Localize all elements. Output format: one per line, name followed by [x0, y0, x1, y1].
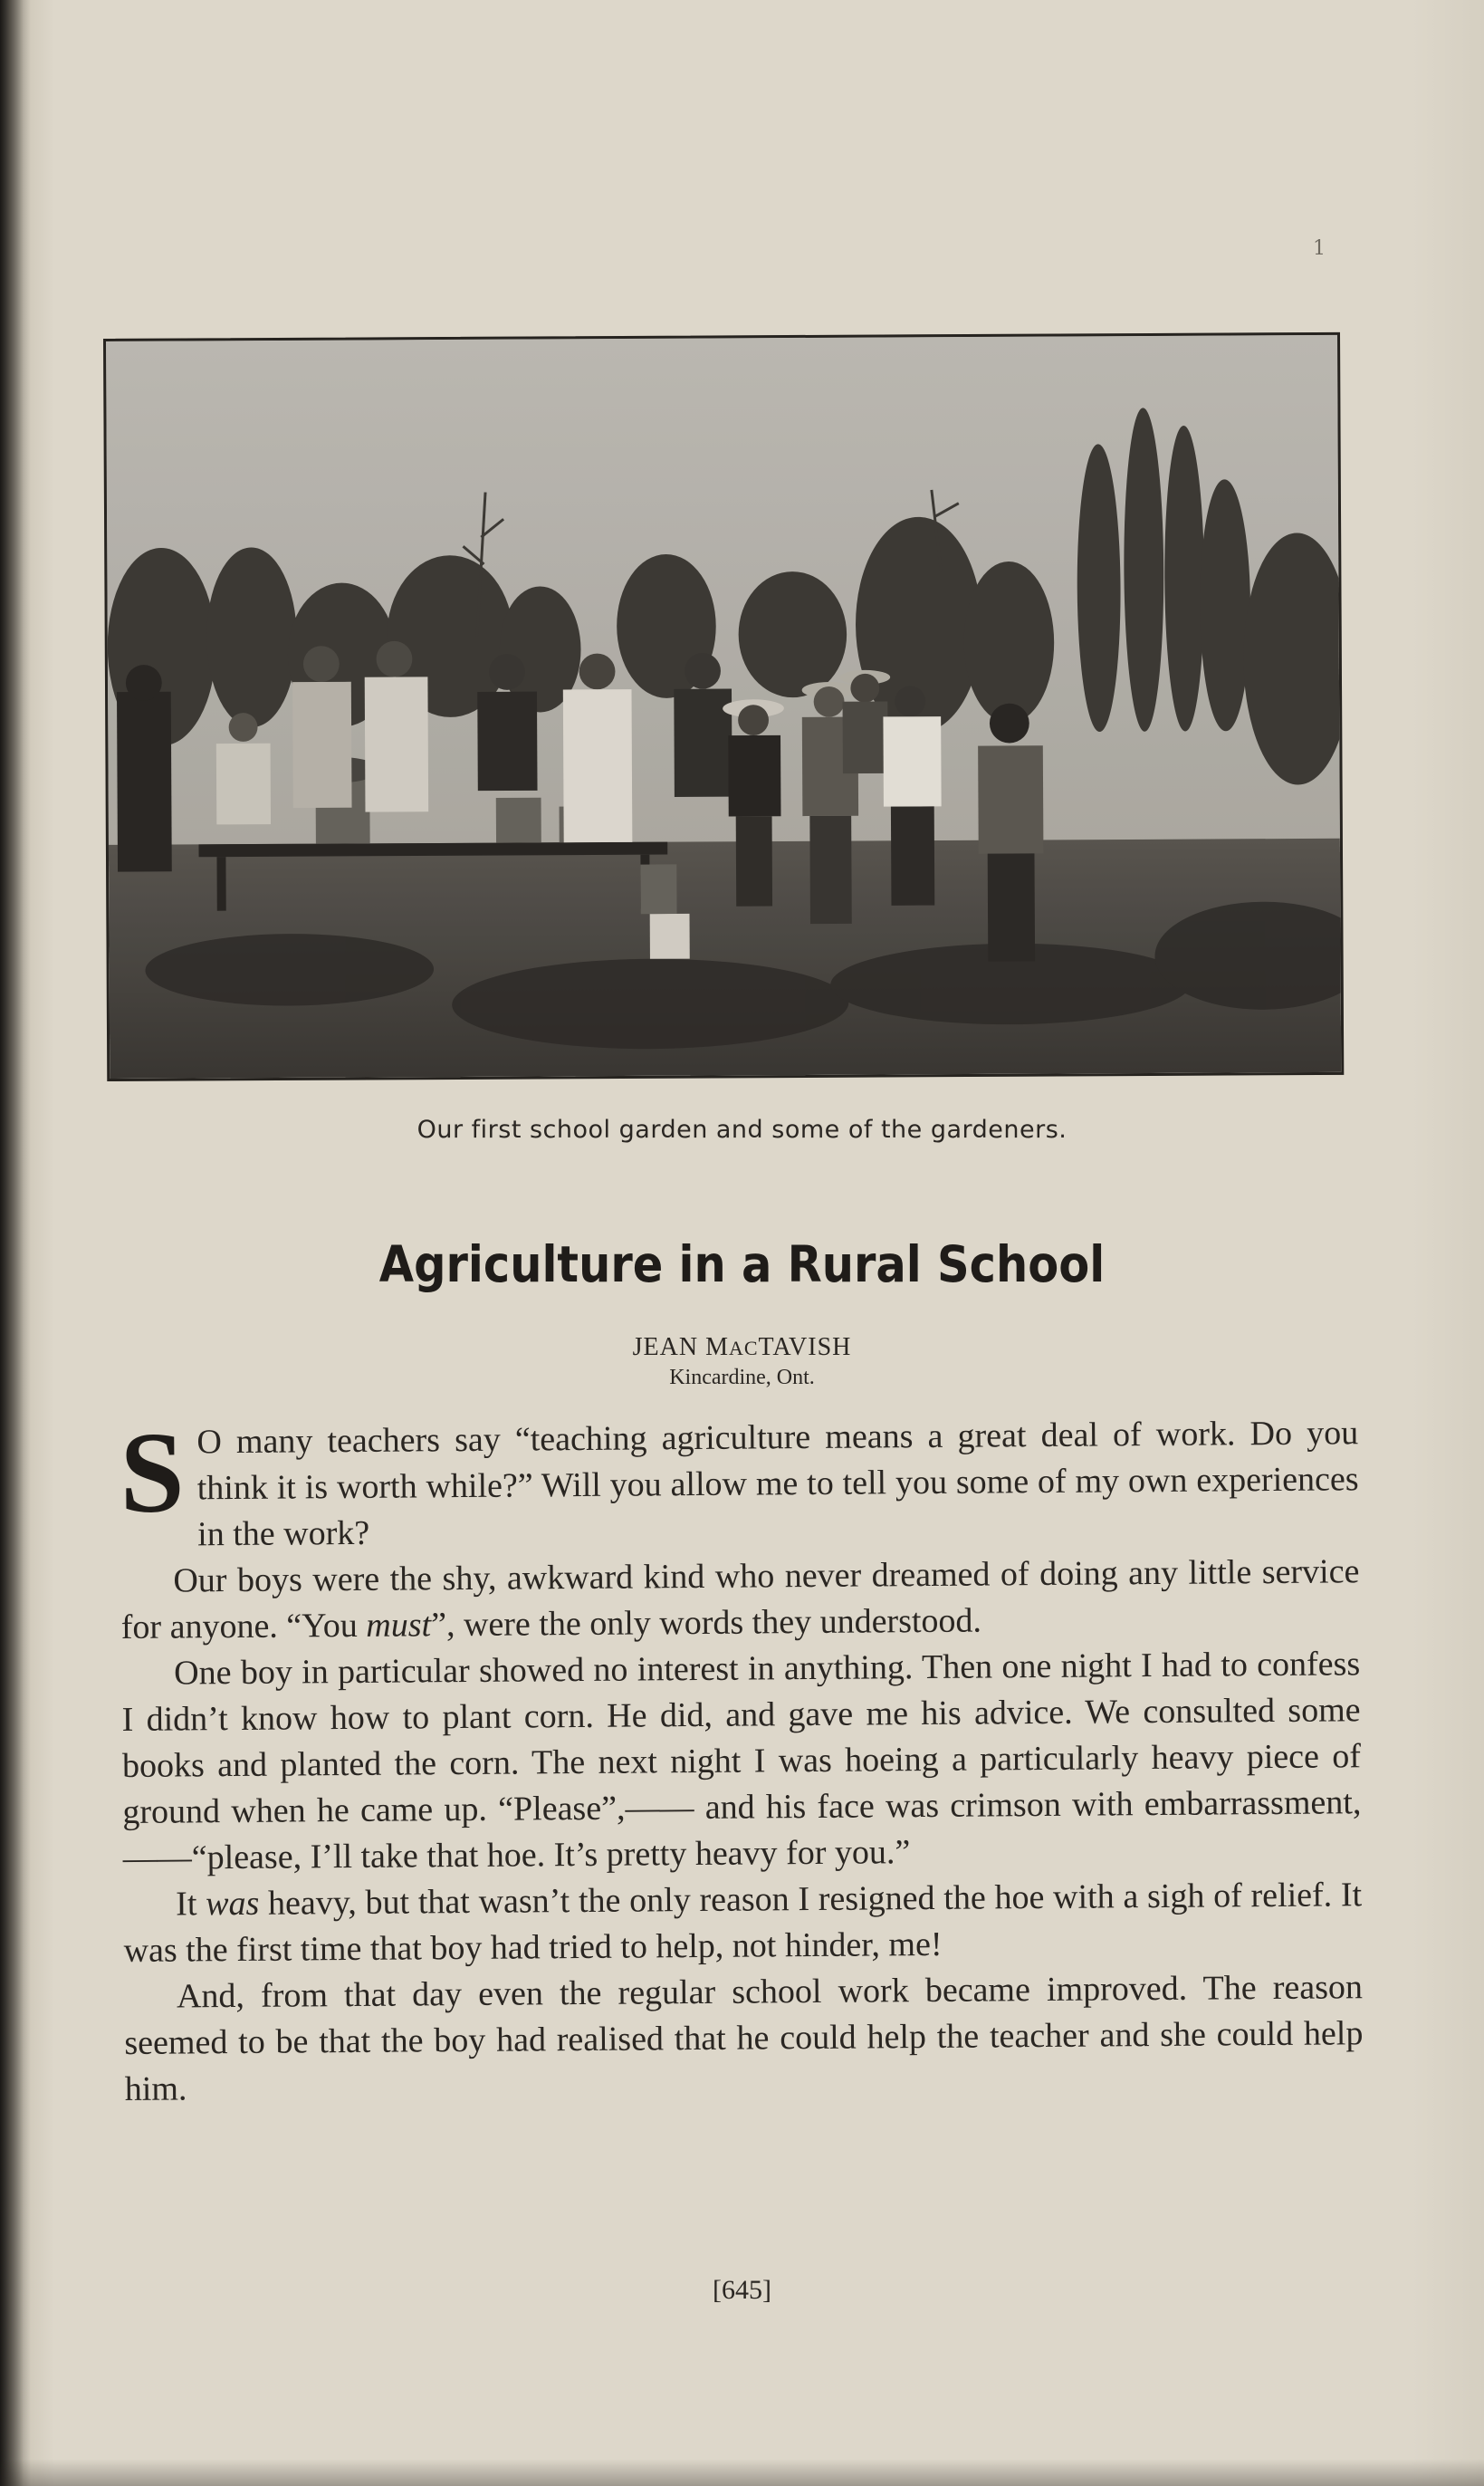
- drop-cap: S: [119, 1407, 186, 1537]
- paragraph-2-text-b: ”, were the only words they understood.: [430, 1601, 982, 1645]
- page-bottom-shadow: [0, 2459, 1484, 2486]
- author-first: JEAN M: [632, 1333, 729, 1361]
- paragraph-4-text-a: It: [176, 1885, 206, 1924]
- author-last: TAVISH: [758, 1333, 852, 1361]
- spine-shadow: [0, 0, 31, 2486]
- paragraph-5: And, from that day even the regular school work became improved. The reason seemed to be that the boy had realised that he could help the teacher and she could help him.: [124, 1968, 1364, 2108]
- page-mark: 1: [1313, 237, 1326, 260]
- paragraph-1: [119, 1407, 1359, 1559]
- paragraph-2: [120, 1549, 1360, 1651]
- paragraph-4-emphasis: was: [206, 1884, 260, 1924]
- paragraph-4-text-b: heavy, but that wasn’t the only reason I resigned the hoe with a sigh of relief. It was the first time that boy had tried to help, not hinder, me!: [123, 1876, 1363, 1970]
- paragraph-2-text-a: Our boys were the shy, awkward kind who never dreamed of doing any little service for anyone. “You: [120, 1552, 1360, 1646]
- article-author: [0, 1333, 1484, 1362]
- photo-illustration: [106, 335, 1341, 1079]
- article-body: [119, 1407, 1364, 2113]
- paragraph-4: [123, 1872, 1363, 1974]
- paragraph-2-emphasis: must: [366, 1606, 432, 1645]
- page-number: [645]: [713, 2275, 771, 2305]
- article-title: Agriculture in a Rural School: [378, 1235, 1106, 1293]
- author-small-caps: AC: [728, 1337, 759, 1359]
- school-garden-photo: [103, 332, 1344, 1081]
- author-location: Kincardine, Ont.: [669, 1366, 815, 1389]
- photo-caption: Our first school garden and some of the gardeners.: [416, 1116, 1068, 1144]
- paragraph-1-text: O many teachers say “teaching agriculture means a great deal of work. Do you think it is worth while?” Will you allow me to tell you some of my own experiences in the work?: [196, 1414, 1359, 1554]
- paragraph-3: One boy in particular showed no interest in anything. Then one night I had to confess I didn’t know how to plant corn. He did, and gave me his advice. We consulted some books and planted the corn. The next night I was hoeing a particularly heavy piece of ground when he came up. “Please”,—— and his face was crimson with embarrassment, ——“please, I’ll take that hoe. It’s pretty heavy for you.”: [121, 1645, 1362, 1877]
